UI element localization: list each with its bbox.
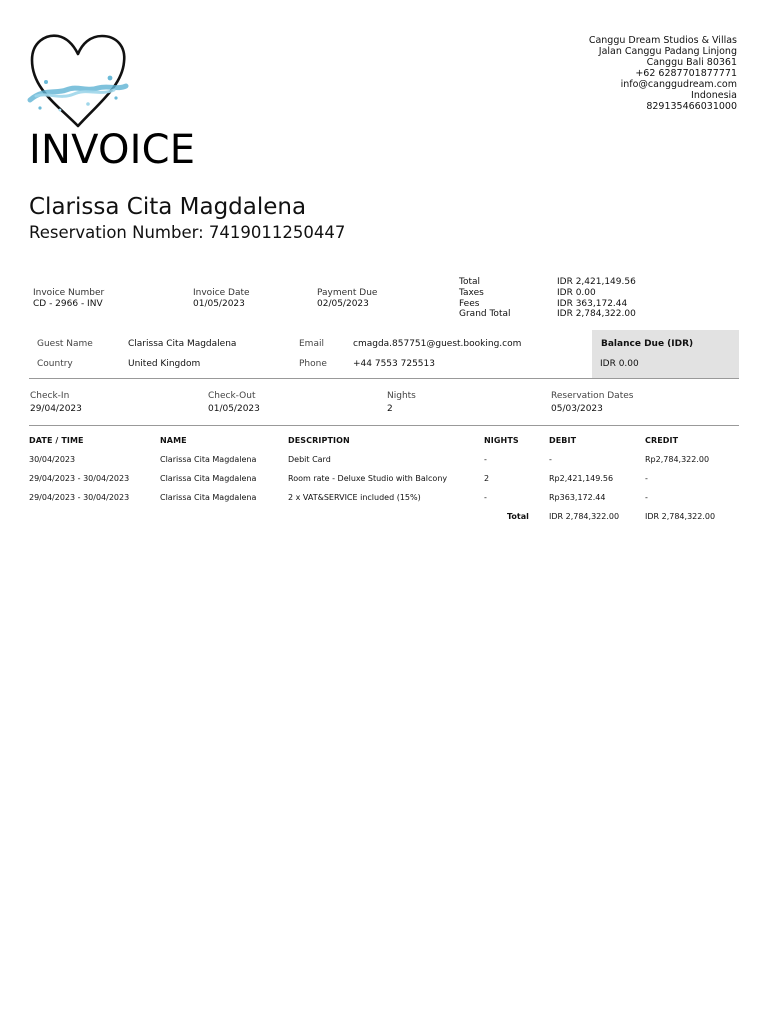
company-phone: +62 6287701877771: [635, 68, 737, 79]
grand-total-value: IDR 2,784,322.00: [557, 309, 636, 320]
nights-label: Nights: [387, 391, 416, 401]
row-1-description: Debit Card: [288, 455, 331, 464]
row-2-nights: 2: [484, 474, 490, 483]
header-name: NAME: [160, 436, 187, 445]
row-3-name: Clarissa Cita Magdalena: [160, 493, 257, 502]
country-value: United Kingdom: [128, 359, 201, 369]
reservation-dates-value: 05/03/2023: [551, 404, 603, 414]
balance-due-box: [592, 330, 739, 378]
invoice-number-value: CD - 2966 - INV: [33, 299, 103, 309]
row-3-debit: Rp363,172.44: [549, 493, 606, 502]
fees-value: IDR 363,172.44: [557, 298, 628, 309]
totals-values: [557, 277, 636, 320]
fees-label: Fees: [459, 298, 480, 309]
total-label: Total: [459, 277, 481, 287]
reservation-number: Reservation Number: 7419011250447: [29, 223, 346, 242]
row-3-nights: -: [484, 493, 487, 502]
payment-due-label: Payment Due: [317, 288, 378, 298]
row-2-debit: Rp2,421,149.56: [549, 474, 614, 483]
total-value: IDR 2,421,149.56: [557, 277, 636, 287]
row-1-date: 30/04/2023: [29, 455, 76, 464]
header-description: DESCRIPTION: [288, 436, 350, 445]
nights-value: 2: [387, 404, 393, 414]
ledger-total-credit: IDR 2,784,322.00: [645, 512, 716, 521]
header-credit: CREDIT: [645, 436, 679, 445]
check-in-label: Check-In: [30, 391, 70, 401]
company-country: Indonesia: [691, 90, 737, 101]
email-label: Email: [299, 339, 324, 349]
reservation-dates-label: Reservation Dates: [551, 391, 634, 401]
row-1-debit: -: [549, 455, 552, 464]
row-3-date: 29/04/2023 - 30/04/2023: [29, 493, 130, 502]
taxes-label: Taxes: [459, 287, 484, 298]
company-email: info@canggudream.com: [620, 79, 737, 90]
row-3-credit: -: [645, 493, 648, 502]
row-1-credit: Rp2,784,322.00: [645, 455, 710, 464]
row-3-description: 2 x VAT&SERVICE included (15%): [288, 493, 421, 502]
email-value: cmagda.857751@guest.booking.com: [353, 339, 522, 349]
balance-due-value: IDR 0.00: [600, 359, 639, 369]
header-date: DATE / TIME: [29, 436, 84, 445]
country-label: Country: [37, 359, 73, 369]
ledger-total-label: Total: [507, 512, 529, 521]
ledger-total-debit: IDR 2,784,322.00: [549, 512, 620, 521]
totals-labels: [459, 277, 511, 320]
invoice-title: INVOICE: [29, 127, 196, 173]
payment-due-value: 02/05/2023: [317, 299, 369, 309]
grand-total-label: Grand Total: [459, 309, 511, 320]
guest-name-label: Guest Name: [37, 339, 93, 349]
check-in-value: 29/04/2023: [30, 404, 82, 414]
company-tax-id: 829135466031000: [646, 101, 737, 112]
invoice-date-value: 01/05/2023: [193, 299, 245, 309]
row-2-date: 29/04/2023 - 30/04/2023: [29, 474, 130, 483]
row-1-name: Clarissa Cita Magdalena: [160, 455, 257, 464]
guest-name-value: Clarissa Cita Magdalena: [128, 339, 237, 349]
taxes-value: IDR 0.00: [557, 287, 596, 298]
invoice-date-label: Invoice Date: [193, 288, 250, 298]
balance-due-label: Balance Due (IDR): [601, 339, 694, 349]
company-city: Canggu Bali 80361: [646, 57, 737, 68]
check-out-label: Check-Out: [208, 391, 256, 401]
company-name: Canggu Dream Studios & Villas: [588, 35, 737, 46]
row-2-description: Room rate - Deluxe Studio with Balcony: [288, 474, 448, 483]
section-divider: [29, 425, 739, 426]
header-debit: DEBIT: [549, 436, 577, 445]
company-street: Jalan Canggu Padang Linjong: [598, 46, 737, 57]
row-1-nights: -: [484, 455, 487, 464]
row-2-credit: -: [645, 474, 648, 483]
phone-label: Phone: [299, 359, 327, 369]
company-address: [589, 35, 737, 112]
check-out-value: 01/05/2023: [208, 404, 260, 414]
phone-value: +44 7553 725513: [353, 359, 435, 369]
invoice-number-label: Invoice Number: [33, 288, 105, 298]
heart-logo-icon: [26, 30, 130, 130]
guest-name-heading: Clarissa Cita Magdalena: [29, 194, 307, 220]
header-nights: NIGHTS: [484, 436, 519, 445]
row-2-name: Clarissa Cita Magdalena: [160, 474, 257, 483]
